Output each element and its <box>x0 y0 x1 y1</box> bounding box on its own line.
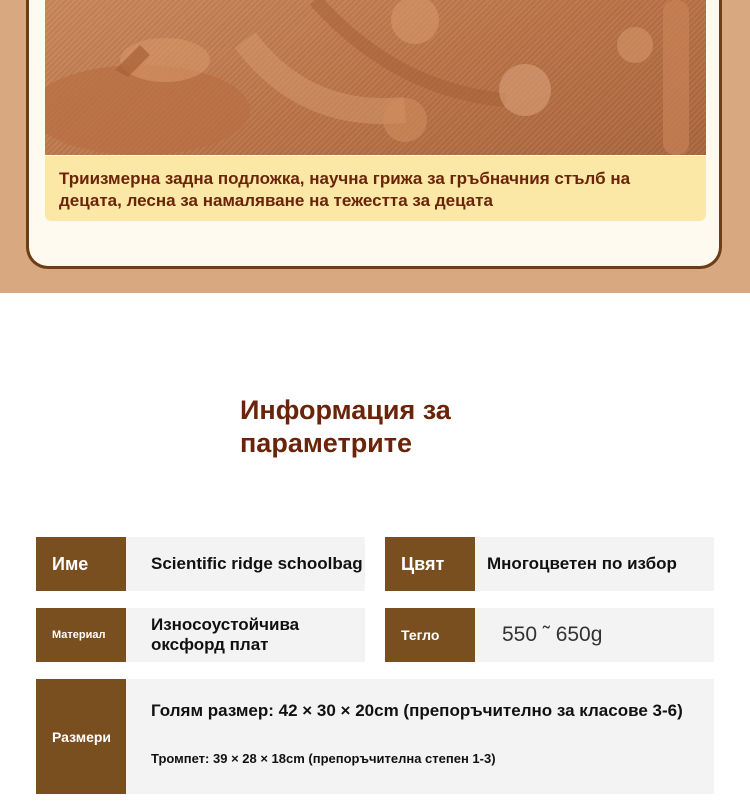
size-small-text: Тромпет: 39 × 28 × 18cm (препоръчителна степен 1-3) <box>151 751 496 766</box>
product-banner <box>0 0 750 293</box>
material-value: Износоустойчива оксфорд плат <box>126 608 365 662</box>
product-photo <box>45 0 706 155</box>
feature-caption-text: Триизмерна задна подложка, научна грижа за гръбначния стълб на децата, лесна за намаляване на тежестта за децата <box>59 169 631 210</box>
material-label: Материал <box>36 608 126 662</box>
weight-value: 550 ˜ 650g <box>475 608 714 662</box>
section-title: Информация за параметрите <box>240 395 451 458</box>
color-label: Цвят <box>385 537 475 591</box>
size-large-text: Голям размер: 42 × 30 × 20cm (препоръчително за класове 3-6) <box>151 701 683 720</box>
back-padding-texture-image <box>45 0 706 155</box>
name-value: Scientific ridge schoolbag <box>126 537 365 591</box>
weight-label: Тегло <box>385 608 475 662</box>
feature-caption <box>45 156 706 221</box>
size-value <box>126 679 714 794</box>
name-label: Име <box>36 537 126 591</box>
size-label: Размери <box>36 679 126 794</box>
banner-card <box>26 0 722 269</box>
color-value: Многоцветен по избор <box>475 537 714 591</box>
